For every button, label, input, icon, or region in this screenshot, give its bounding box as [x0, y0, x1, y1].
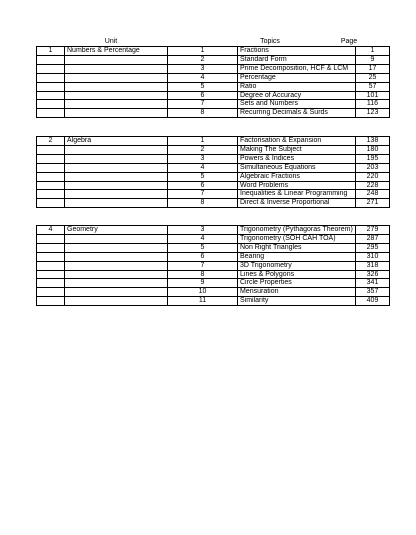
topic-name-cell: Making The Subject [238, 145, 356, 154]
table-row [37, 154, 390, 163]
unit-name-cell [65, 190, 168, 199]
unit-number-cell [37, 82, 65, 91]
page-number-cell: 357 [356, 288, 390, 297]
topic-name-cell: Lines & Polygons [238, 270, 356, 279]
unit-name-cell [65, 163, 168, 172]
table-row [37, 145, 390, 154]
table-row [37, 261, 390, 270]
page-number-cell: 310 [356, 252, 390, 261]
unit-number-cell [37, 261, 65, 270]
unit-number-cell [37, 145, 65, 154]
page-number-cell: 271 [356, 199, 390, 208]
topic-name-cell: Inequalities & Linear Programming [238, 190, 356, 199]
topic-name-cell: Fractions [238, 47, 356, 56]
unit-name-cell [65, 279, 168, 288]
topic-name-cell: Non Right Triangles [238, 243, 356, 252]
table-row [37, 199, 390, 208]
unit-name-cell [65, 270, 168, 279]
unit-number-cell [37, 109, 65, 118]
topic-number-cell: 7 [168, 100, 238, 109]
topic-name-cell: Trigonometry (Pythagoras Theorem) [238, 226, 356, 235]
table-row [37, 243, 390, 252]
page-number-cell: 101 [356, 91, 390, 100]
table-row [37, 181, 390, 190]
table-row [37, 163, 390, 172]
unit-name-cell [65, 288, 168, 297]
header-page: Page [340, 38, 358, 45]
unit-number-cell [37, 288, 65, 297]
table-row [37, 270, 390, 279]
unit-number-cell [37, 154, 65, 163]
table-row [37, 252, 390, 261]
topic-name-cell: Direct & Inverse Proportional [238, 199, 356, 208]
topic-number-cell: 4 [168, 163, 238, 172]
table-row [37, 64, 390, 73]
topic-name-cell: Trigonometry (SOH CAH TOA) [238, 234, 356, 243]
unit-number-cell [37, 243, 65, 252]
table-row [37, 109, 390, 118]
unit-number-cell [37, 252, 65, 261]
table-row [37, 297, 390, 306]
topic-name-cell: Word Problems [238, 181, 356, 190]
page-number-cell: 287 [356, 234, 390, 243]
unit-number-cell [37, 279, 65, 288]
page-number-cell: 203 [356, 163, 390, 172]
unit-name-cell [65, 243, 168, 252]
unit-name-cell [65, 64, 168, 73]
page-number-cell: 180 [356, 145, 390, 154]
topic-number-cell: 6 [168, 181, 238, 190]
unit-name-cell [65, 145, 168, 154]
topic-name-cell: Ratio [238, 82, 356, 91]
topic-number-cell: 7 [168, 261, 238, 270]
page-number-cell: 138 [356, 137, 390, 146]
page-number-cell: 57 [356, 82, 390, 91]
topic-number-cell: 9 [168, 279, 238, 288]
topic-number-cell: 8 [168, 109, 238, 118]
unit-number-cell [37, 163, 65, 172]
topic-number-cell: 8 [168, 199, 238, 208]
page-number-cell: 220 [356, 172, 390, 181]
table-row [37, 55, 390, 64]
topic-name-cell: Prime Decomposition, HCF & LCM [238, 64, 356, 73]
topic-number-cell: 4 [168, 234, 238, 243]
table-row [37, 82, 390, 91]
unit-number-cell [37, 91, 65, 100]
topic-name-cell: Recurring Decimals & Surds [238, 109, 356, 118]
page-number-cell: 326 [356, 270, 390, 279]
topic-name-cell: Similarity [238, 297, 356, 306]
topic-number-cell: 4 [168, 73, 238, 82]
table-row [37, 288, 390, 297]
page-number-cell: 318 [356, 261, 390, 270]
topic-name-cell: Percentage [238, 73, 356, 82]
unit-name-cell [65, 91, 168, 100]
topic-number-cell: 5 [168, 172, 238, 181]
unit-name-cell [65, 252, 168, 261]
topic-name-cell: Degree of Accuracy [238, 91, 356, 100]
page-number-cell: 123 [356, 109, 390, 118]
page-number-cell: 116 [356, 100, 390, 109]
topic-number-cell: 8 [168, 270, 238, 279]
topic-name-cell: Circle Properties [238, 279, 356, 288]
unit-number-cell [37, 199, 65, 208]
unit-name-cell [65, 261, 168, 270]
topic-name-cell: Powers & Indices [238, 154, 356, 163]
table-row [37, 91, 390, 100]
table-row [37, 73, 390, 82]
topic-number-cell: 11 [168, 297, 238, 306]
unit-number-cell [37, 297, 65, 306]
table-row [37, 172, 390, 181]
unit-number-cell [37, 55, 65, 64]
unit-name-cell [65, 234, 168, 243]
topic-number-cell: 3 [168, 154, 238, 163]
unit-table [36, 225, 390, 306]
unit-name-cell [65, 297, 168, 306]
topic-number-cell: 6 [168, 91, 238, 100]
topic-number-cell: 3 [168, 64, 238, 73]
page-number-cell: 228 [356, 181, 390, 190]
topic-name-cell: Algebraic Fractions [238, 172, 356, 181]
header-unit: Unit [104, 38, 118, 45]
table-row [37, 100, 390, 109]
page-number-cell: 295 [356, 243, 390, 252]
unit-number-cell [37, 181, 65, 190]
topic-number-cell: 1 [168, 47, 238, 56]
page-number-cell: 25 [356, 73, 390, 82]
table-row [37, 279, 390, 288]
unit-number-cell [37, 73, 65, 82]
page-number-cell: 195 [356, 154, 390, 163]
unit-name-cell [65, 172, 168, 181]
topic-number-cell: 10 [168, 288, 238, 297]
topic-name-cell: Sets and Numbers [238, 100, 356, 109]
table-row [37, 234, 390, 243]
unit-name-cell [65, 100, 168, 109]
unit-name-cell [65, 109, 168, 118]
topic-number-cell: 1 [168, 137, 238, 146]
unit-number-cell [37, 172, 65, 181]
unit-number-cell [37, 190, 65, 199]
unit-table [36, 46, 390, 118]
page-number-cell: 409 [356, 297, 390, 306]
topic-name-cell: Factorisation & Expansion [238, 137, 356, 146]
unit-number-cell: 4 [37, 226, 65, 235]
topic-number-cell: 3 [168, 226, 238, 235]
unit-table [36, 136, 390, 208]
unit-name-cell [65, 55, 168, 64]
topic-name-cell: 3D Trigonometry [238, 261, 356, 270]
unit-number-cell [37, 64, 65, 73]
unit-name-cell [65, 73, 168, 82]
topic-number-cell: 2 [168, 145, 238, 154]
page-number-cell: 279 [356, 226, 390, 235]
header-topics: Topics [260, 38, 280, 45]
topic-number-cell: 7 [168, 190, 238, 199]
unit-number-cell: 2 [37, 137, 65, 146]
page-number-cell: 341 [356, 279, 390, 288]
table-row [37, 47, 390, 56]
unit-name-cell [65, 199, 168, 208]
topic-name-cell: Standard Form [238, 55, 356, 64]
unit-name-cell [65, 82, 168, 91]
page-number-cell: 9 [356, 55, 390, 64]
unit-name-cell [65, 154, 168, 163]
unit-name-cell [65, 181, 168, 190]
table-row [37, 137, 390, 146]
topic-name-cell: Mensuration [238, 288, 356, 297]
topic-name-cell: Simultaneous Equations [238, 163, 356, 172]
page-number-cell: 248 [356, 190, 390, 199]
unit-name-cell: Geometry [65, 226, 168, 235]
topic-number-cell: 5 [168, 82, 238, 91]
page-number-cell: 17 [356, 64, 390, 73]
unit-name-cell: Numbers & Percentage [65, 47, 168, 56]
unit-name-cell: Algebra [65, 137, 168, 146]
unit-number-cell [37, 234, 65, 243]
topic-name-cell: Bearing [238, 252, 356, 261]
topic-number-cell: 6 [168, 252, 238, 261]
page-number-cell: 1 [356, 47, 390, 56]
table-row [37, 226, 390, 235]
unit-number-cell [37, 100, 65, 109]
topic-number-cell: 2 [168, 55, 238, 64]
unit-number-cell: 1 [37, 47, 65, 56]
unit-number-cell [37, 270, 65, 279]
topic-number-cell: 5 [168, 243, 238, 252]
table-row [37, 190, 390, 199]
